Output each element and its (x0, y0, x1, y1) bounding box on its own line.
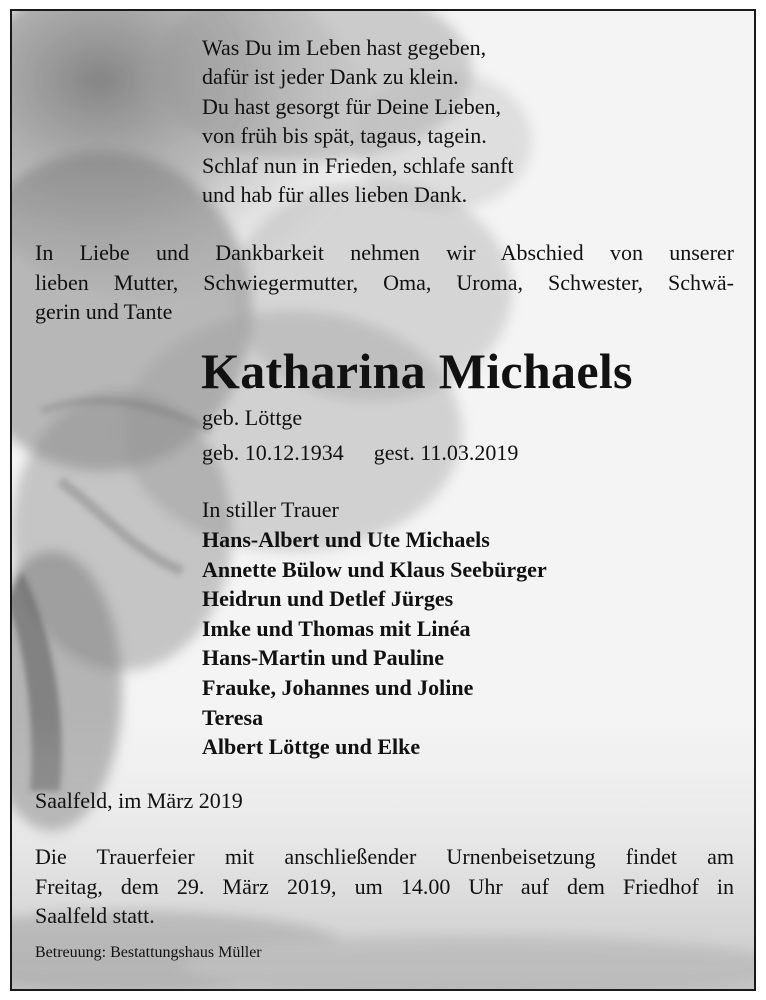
birth-date: geb. 10.12.1934 (202, 440, 344, 465)
death-date: gest. 11.03.2019 (373, 440, 519, 465)
funeral-line: Freitag, dem 29. März 2019, um 14.00 Uhr auf dem Friedhof in (35, 873, 734, 899)
poem-line: von früh bis spät, tagaus, tagein. (202, 123, 487, 149)
poem-line: Schlaf nun in Frieden, schlafe sanft (202, 152, 514, 178)
deceased-name: Katharina Michaels (201, 343, 633, 399)
mourner-name: Annette Bülow und Klaus Seebürger (202, 556, 547, 582)
mourner-name: Teresa (202, 704, 264, 730)
mourners-list (202, 525, 547, 762)
poem-line: dafür ist jeder Dank zu klein. (202, 64, 459, 90)
place-and-date: Saalfeld, im März 2019 (35, 788, 243, 813)
mourning-label: In stiller Trauer (202, 497, 339, 522)
mourner-name: Hans-Martin und Pauline (202, 645, 445, 671)
mourner-name: Hans-Albert und Ute Michaels (202, 527, 490, 552)
intro-line: lieben Mutter, Schwiegermutter, Oma, Uroma, Schwester, Schwä- (35, 269, 734, 295)
memorial-poem (202, 33, 514, 209)
mourner-name: Heidrun und Detlef Jürges (202, 586, 454, 612)
mourner-name: Albert Löttge und Elke (202, 734, 421, 760)
mourner-name: Imke und Thomas mit Linéa (202, 615, 471, 641)
obituary-notice (10, 9, 756, 991)
mourner-name: Frauke, Johannes und Joline (202, 674, 474, 700)
farewell-intro (35, 238, 734, 327)
intro-line: In Liebe und Dankbarkeit nehmen wir Abschied von unserer (35, 240, 734, 265)
poem-line: Du hast gesorgt für Deine Lieben, (202, 93, 501, 119)
funeral-line: Saalfeld statt. (35, 903, 155, 928)
maiden-name: geb. Löttge (202, 405, 303, 430)
funeral-line: Die Trauerfeier mit anschließender Urnenbeisetzung findet am (35, 844, 734, 869)
poem-line: Was Du im Leben hast gegeben, (202, 35, 487, 60)
poem-line: und hab für alles lieben Dank. (202, 182, 468, 208)
funeral-announcement (35, 842, 734, 931)
notice-content (12, 11, 754, 989)
funeral-home-credit: Betreuung: Bestattungshaus Müller (35, 944, 262, 961)
intro-line: gerin und Tante (35, 299, 173, 324)
life-dates (202, 439, 518, 467)
